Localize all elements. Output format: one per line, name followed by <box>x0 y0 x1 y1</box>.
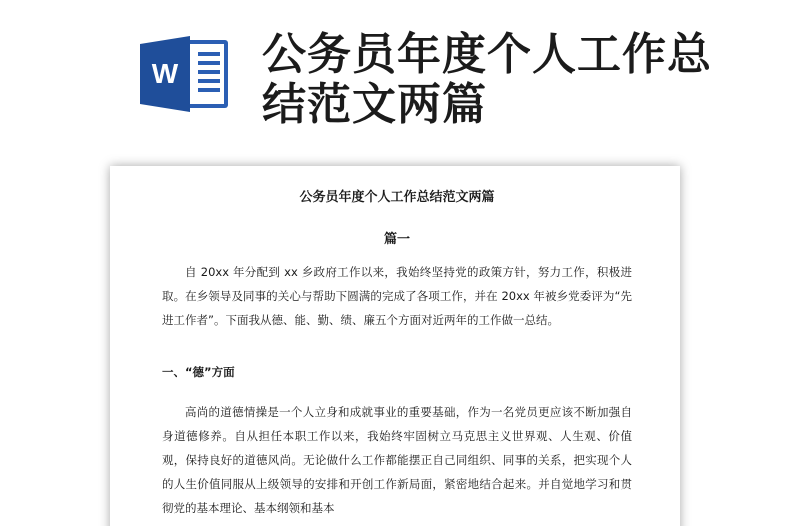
document-title: 公务员年度个人工作总结范文两篇 <box>299 190 495 205</box>
header-banner <box>0 0 800 150</box>
paragraph-de: 高尚的道德情操是一个人立身和成就事业的重要基础，作为一名党员更应该不断加强自身道德修养。自从担任本职工作以来，我始终牢固树立马克思主义世界观、人生观、价值观，保持良好的道德风尚。无论做什么工作都能摆正自己同组织、同事的关系，把实现个人的人生价值同服从上级领导的安排和开创工作新局面，紧密地结合起来。并自觉地学习和贯彻党的基本理论、基本纲领和基本 <box>162 405 632 515</box>
paragraph-intro: 自 20xx 年分配到 xx 乡政府工作以来，我始终坚持党的政策方针，努力工作，积极进取。在乡领导及同事的关心与帮助下圆满的完成了各项工作，并在 20xx 年被乡党委评为“先进工作者”。下面我从德、能、勤、绩、廉五个方面对近两年的工作做一总结。 <box>162 265 632 327</box>
word-icon-letter: W <box>151 58 179 89</box>
word-icon <box>140 34 232 114</box>
banner-title: 公务员年度个人工作总结范文两篇 <box>262 29 712 130</box>
section-heading: 篇一 <box>383 232 410 247</box>
document-page <box>110 166 680 526</box>
subheading-de: 一、“德”方面 <box>162 365 235 379</box>
